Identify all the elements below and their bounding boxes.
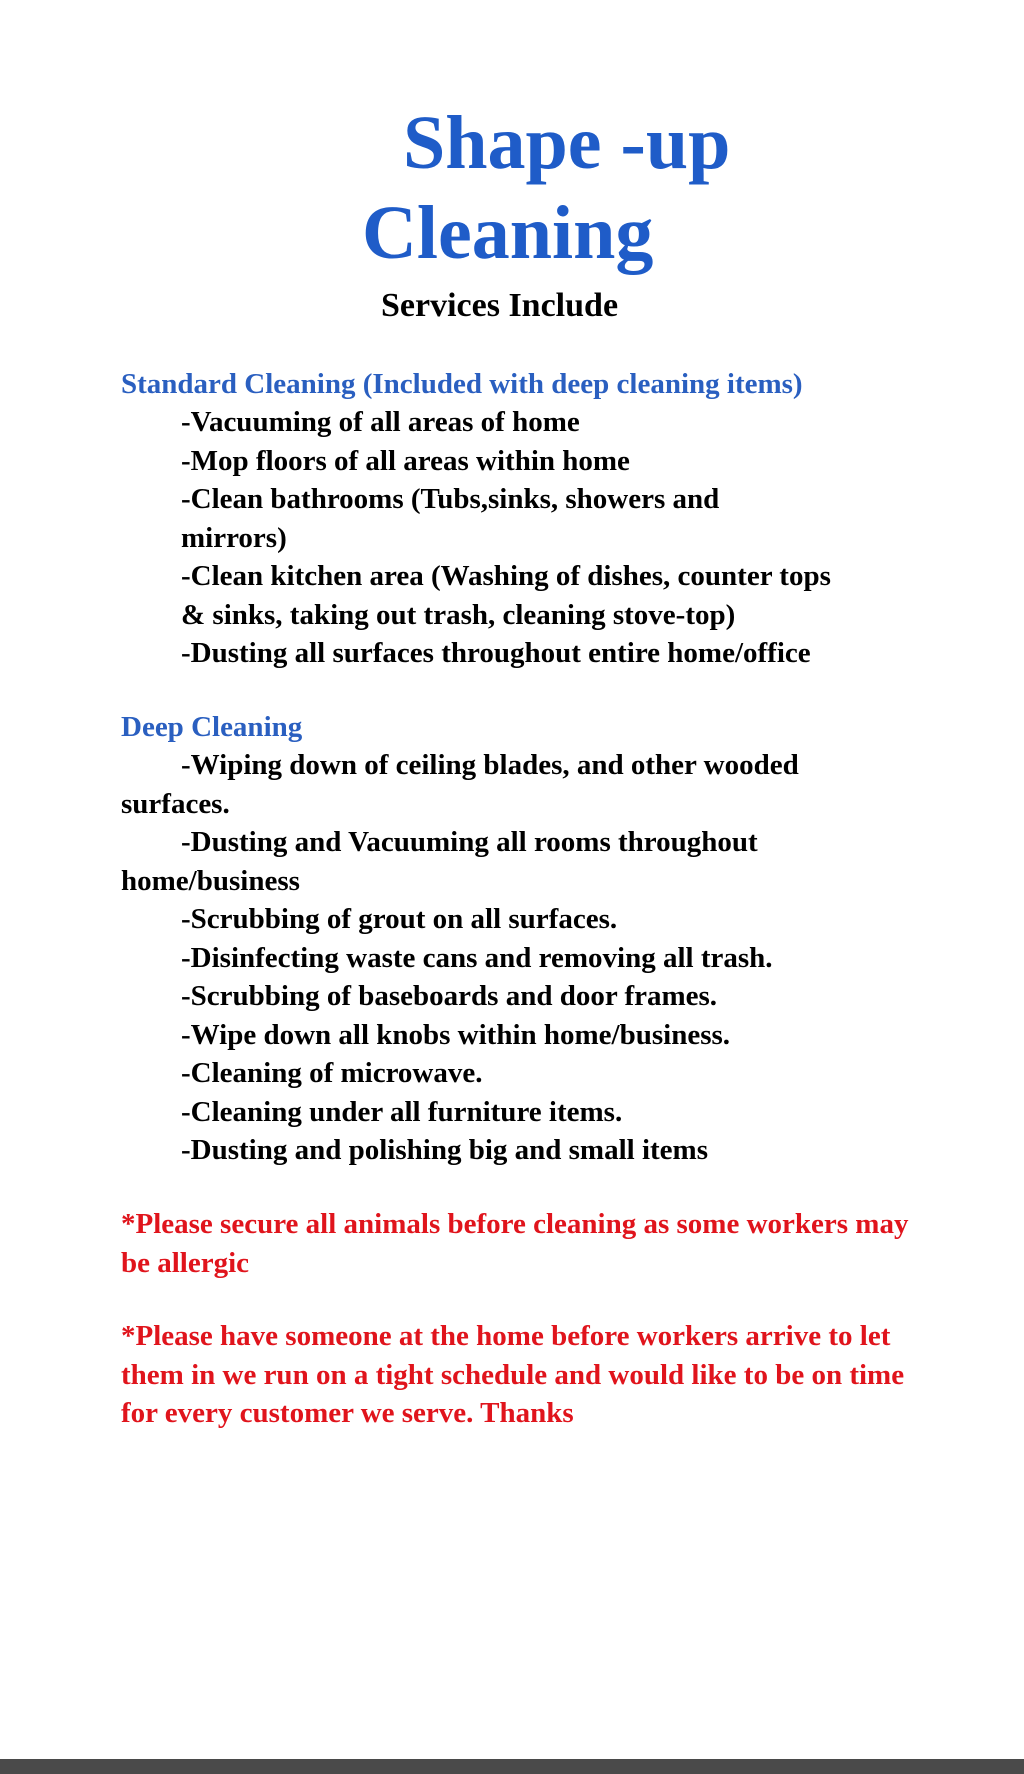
animals-note: *Please secure all animals before cleaning as some workers may be allergic bbox=[121, 1208, 909, 1279]
deep-cleaning-list bbox=[121, 746, 901, 1170]
list-item: -Scrubbing of grout on all surfaces. bbox=[181, 903, 618, 935]
presence-note: *Please have someone at the home before workers arrive to let them in we run on a tight schedule and would like to be on time for every customer we serve. Thanks bbox=[121, 1320, 905, 1429]
standard-cleaning-list bbox=[121, 403, 901, 673]
list-item: -Wipe down all knobs within home/business. bbox=[181, 1018, 731, 1051]
bottom-bar bbox=[0, 1759, 1024, 1774]
list-item: -Cleaning under all furniture items. bbox=[181, 1095, 623, 1128]
list-item: -Mop floors of all areas within home bbox=[181, 444, 630, 477]
list-item: -Wiping down of ceiling blades, and other wooded surfaces. bbox=[121, 749, 799, 820]
services-subtitle: Services Include bbox=[381, 287, 619, 324]
list-item: -Clean kitchen area (Washing of dishes, counter tops & sinks, taking out trash, cleaning stove-top) bbox=[181, 560, 831, 631]
standard-cleaning-heading: Standard Cleaning (Included with deep cleaning items) bbox=[121, 368, 803, 400]
list-item: -Vacuuming of all areas of home bbox=[181, 406, 580, 438]
list-item: -Disinfecting waste cans and removing all trash. bbox=[181, 941, 773, 974]
title-line-1: Shape -up bbox=[403, 101, 731, 185]
deep-cleaning-heading: Deep Cleaning bbox=[121, 711, 303, 743]
list-item: -Dusting and polishing big and small items bbox=[181, 1134, 708, 1166]
list-item: -Dusting and Vacuuming all rooms throughout home/business bbox=[121, 826, 758, 897]
list-item: -Scrubbing of baseboards and door frames. bbox=[181, 980, 718, 1012]
list-item: -Cleaning of microwave. bbox=[181, 1057, 483, 1089]
list-item: -Dusting all surfaces throughout entire home/office bbox=[181, 637, 811, 669]
title-line-2: Cleaning bbox=[362, 191, 654, 275]
list-item: -Clean bathrooms (Tubs,sinks, showers and mirrors) bbox=[181, 483, 720, 554]
